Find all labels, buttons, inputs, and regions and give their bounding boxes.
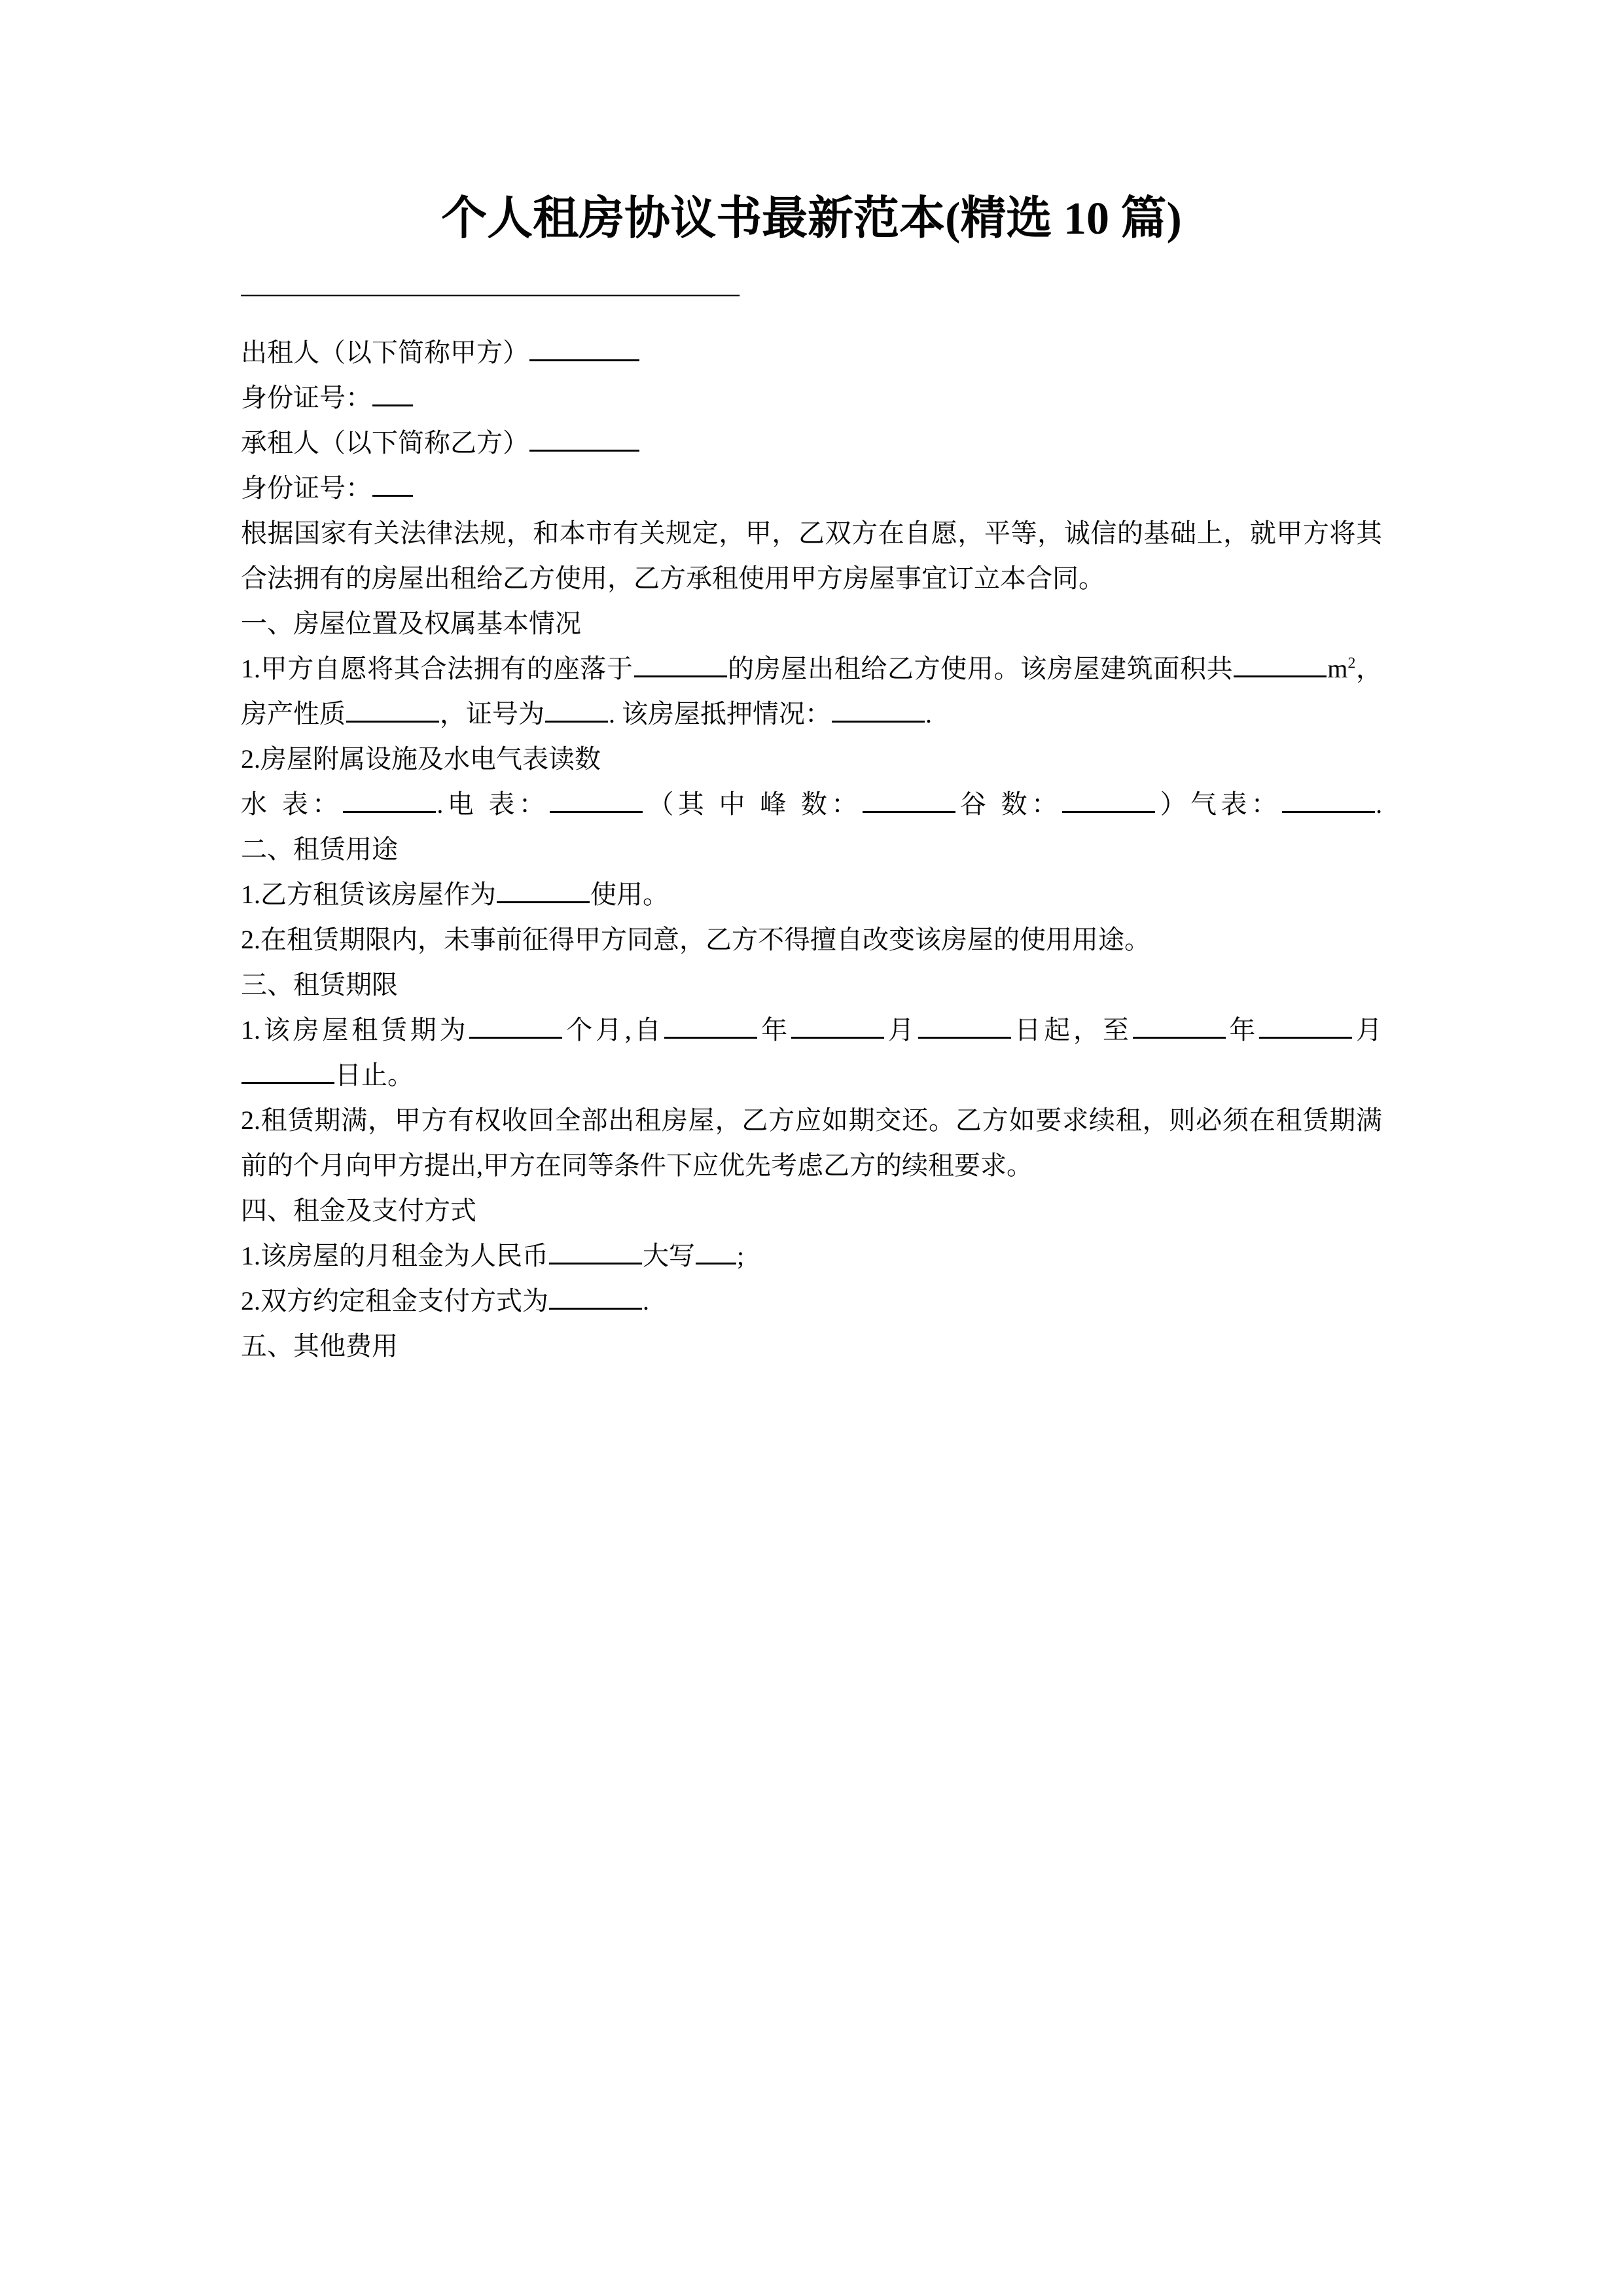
section-2-item-1 [241, 872, 1382, 917]
lessee-label: 承租人（以下简称乙方） [241, 428, 529, 457]
lessee-line [241, 420, 1382, 465]
preamble-paragraph: 根据国家有关法律法规，和本市有关规定，甲，乙双方在自愿，平等，诚信的基础上，就甲方将其合法拥有的房屋出租给乙方使用，乙方承租使用甲方房屋事宜订立本合同。 [241, 518, 1382, 593]
property-nature-blank[interactable] [346, 698, 439, 723]
item-text-c: ，房产性质 [241, 654, 1383, 728]
peak-bracket-open: （其 中 峰 数： [643, 789, 862, 819]
section-4-item-2 [241, 1278, 1382, 1323]
item-text-f: 年 [1226, 1015, 1259, 1045]
lessee-id-blank[interactable] [372, 473, 413, 497]
item-number: 1. [241, 654, 260, 683]
water-meter-label: 水 表： [241, 789, 343, 819]
item-number: 2. [241, 1105, 260, 1135]
item-text-a: 该房屋租赁期为 [260, 1015, 469, 1045]
water-meter-blank[interactable] [343, 789, 436, 813]
item-number: 2. [241, 744, 260, 774]
payment-method-blank[interactable] [549, 1285, 642, 1310]
end-month-blank[interactable] [1259, 1014, 1352, 1039]
section-4-item-1 [241, 1233, 1382, 1278]
item-text-g: 月 [1353, 1015, 1383, 1045]
peak-reading-blank[interactable] [863, 789, 955, 813]
section-1-item-1 [241, 646, 1382, 736]
item-text-d: 月 [885, 1015, 918, 1045]
gas-meter-blank[interactable] [1282, 789, 1375, 813]
section-heading-1: 一、房屋位置及权属基本情况 [241, 609, 581, 638]
item-text-a: 甲方自愿将其合法拥有的座落于 [260, 654, 633, 683]
section-heading-2: 二、租赁用途 [241, 834, 398, 864]
gas-meter-suffix: . [1376, 789, 1383, 819]
lessee-id-label: 身份证号： [241, 473, 372, 503]
end-day-blank[interactable] [241, 1060, 334, 1084]
start-day-blank[interactable] [918, 1014, 1011, 1039]
end-year-blank[interactable] [1133, 1014, 1226, 1039]
item-text-e: . 该房屋抵押情况： [609, 699, 831, 728]
item-number: 1. [241, 1241, 260, 1270]
item-text-b: . [643, 1286, 649, 1316]
certificate-number-blank[interactable] [545, 698, 608, 723]
item-number: 2. [241, 925, 260, 954]
area-unit-exponent: 2 [1347, 655, 1356, 672]
address-blank[interactable] [634, 653, 727, 677]
valley-reading-blank[interactable] [1062, 789, 1155, 813]
item-text: 在租赁期限内，未事前征得甲方同意，乙方不得擅自改变该房屋的使用用途。 [260, 925, 1150, 954]
item-text-a: 双方约定租金支付方式为 [260, 1286, 548, 1316]
section-2-item-2 [241, 917, 1382, 962]
item-text-h: 日止。 [335, 1060, 414, 1090]
lessee-name-blank[interactable] [529, 427, 639, 452]
lessor-id-blank[interactable] [372, 382, 413, 406]
electric-meter-blank[interactable] [550, 789, 643, 813]
lease-months-blank[interactable] [469, 1014, 562, 1039]
water-meter-suffix: . [437, 789, 444, 819]
item-text-a: 该房屋的月租金为人民币 [260, 1241, 548, 1270]
valley-label: 谷 数： [955, 789, 1062, 819]
meter-readings-line [241, 781, 1382, 827]
gas-meter-label: 气表： [1190, 789, 1282, 819]
mortgage-status-blank[interactable] [832, 698, 925, 723]
item-text-b: 使用。 [590, 880, 669, 909]
item-text: 房屋附属设施及水电气表读数 [260, 744, 601, 774]
peak-bracket-close: ） [1156, 789, 1191, 819]
lessor-label: 出租人（以下简称甲方） [241, 338, 529, 367]
item-text-b: 的房屋出租给乙方使用。该房屋建筑面积共 [727, 654, 1234, 683]
lessor-name-blank[interactable] [529, 337, 639, 361]
area-blank[interactable] [1234, 653, 1327, 677]
document-content-column [241, 0, 1382, 1369]
section-3-item-1 [241, 1007, 1382, 1098]
monthly-rent-blank[interactable] [549, 1240, 642, 1265]
electric-meter-label: 电 表： [443, 789, 550, 819]
usage-purpose-blank[interactable] [497, 879, 590, 903]
lessor-id-line [241, 375, 1382, 420]
start-month-blank[interactable] [791, 1014, 884, 1039]
area-unit: m [1327, 654, 1348, 683]
item-text-d: ，证号为 [440, 699, 544, 728]
title-divider: ———————————————————— [241, 278, 738, 308]
item-text-a: 乙方租赁该房屋作为 [260, 880, 496, 909]
section-3-item-2 [241, 1098, 1382, 1188]
item-text-b: 大写 [643, 1241, 695, 1270]
item-text-c: 年 [758, 1015, 791, 1045]
item-number: 1. [241, 880, 260, 909]
lessee-id-line [241, 465, 1382, 511]
rent-in-words-blank[interactable] [696, 1240, 736, 1265]
item-text-c: ; [737, 1241, 745, 1270]
item-number: 2. [241, 1286, 260, 1316]
start-year-blank[interactable] [664, 1014, 757, 1039]
page-title: 个人租房协议书最新范本(精选 10 篇) [441, 194, 1182, 244]
item-text: 租赁期满，甲方有权收回全部出租房屋，乙方应如期交还。乙方如要求续租，则必须在租赁期满前的个月向甲方提出,甲方在同等条件下应优先考虑乙方的续租要求。 [241, 1105, 1382, 1180]
item-text-e: 日起，至 [1011, 1015, 1132, 1045]
section-heading-3: 三、租赁期限 [241, 970, 398, 999]
section-1-item-2-heading [241, 736, 1382, 781]
lessor-line [241, 313, 1382, 375]
item-number: 1. [241, 1015, 260, 1045]
item-text-f: . [925, 699, 932, 728]
section-heading-4: 四、租金及支付方式 [241, 1196, 476, 1225]
item-text-b: 个月,自 [563, 1015, 664, 1045]
lessor-id-label: 身份证号： [241, 383, 372, 412]
section-heading-5: 五、其他费用 [241, 1331, 398, 1361]
